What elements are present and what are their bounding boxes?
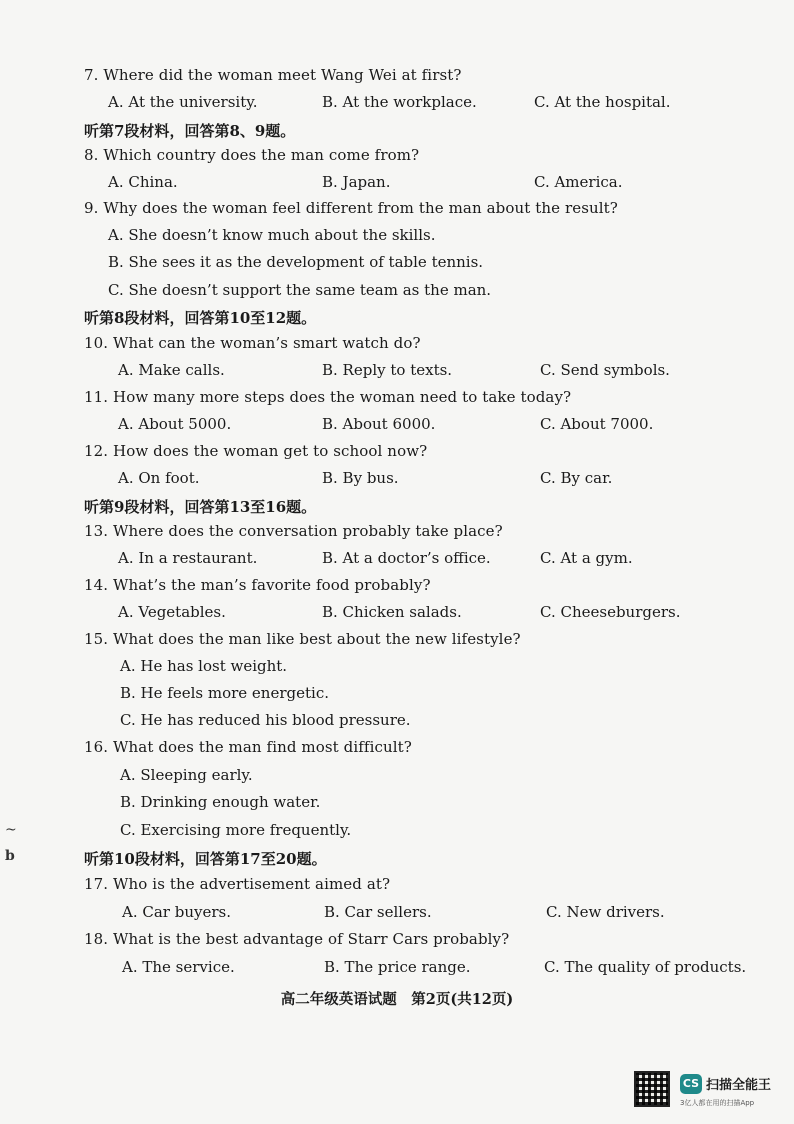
scanner-brand-name: 扫描全能王 (706, 1078, 772, 1093)
q13-option-c: C. At a gym. (540, 549, 633, 567)
question-18: 18. What is the best advantage of Starr Cars probably? (84, 930, 510, 948)
q9-option-b: B. She sees it as the development of table tennis. (108, 253, 484, 271)
q8-option-b: B. Japan. (322, 173, 391, 191)
q10-option-c: C. Send symbols. (540, 361, 670, 379)
section-8-heading: 听第8段材料，回答第10至12题。 (84, 309, 317, 327)
section-10-heading: 听第10段材料，回答第17至20题。 (84, 850, 327, 868)
scanner-tagline: 3亿人都在用的扫描App (680, 1099, 755, 1107)
q12-option-c: C. By car. (540, 469, 613, 487)
question-15: 15. What does the man like best about the new lifestyle? (84, 630, 521, 648)
question-14: 14. What’s the man’s favorite food probably? (84, 576, 431, 594)
question-11: 11. How many more steps does the woman need to take today? (84, 388, 572, 406)
q16-option-b: B. Drinking enough water. (120, 793, 321, 811)
q18-option-c: C. The quality of products. (544, 958, 747, 976)
q16-option-a: A. Sleeping early. (120, 766, 253, 784)
q7-option-a: A. At the university. (108, 93, 258, 111)
qr-code-icon (634, 1071, 670, 1107)
q12-option-a: A. On foot. (118, 469, 200, 487)
margin-mark-2: b (5, 848, 15, 864)
question-7: 7. Where did the woman meet Wang Wei at first? (84, 66, 462, 84)
q14-option-b: B. Chicken salads. (322, 603, 462, 621)
question-16: 16. What does the man find most difficult? (84, 738, 412, 756)
q10-option-b: B. Reply to texts. (322, 361, 453, 379)
q17-option-b: B. Car sellers. (324, 903, 432, 921)
question-13: 13. Where does the conversation probably take place? (84, 522, 503, 540)
scanner-watermark (634, 1071, 784, 1111)
q16-option-c: C. Exercising more frequently. (120, 821, 352, 839)
camscanner-logo-icon: CS (680, 1074, 702, 1094)
q8-option-a: A. China. (108, 173, 178, 191)
question-17: 17. Who is the advertisement aimed at? (84, 875, 391, 893)
q9-option-a: A. She doesn’t know much about the skills. (108, 226, 436, 244)
question-8: 8. Which country does the man come from? (84, 146, 420, 164)
q10-option-a: A. Make calls. (118, 361, 225, 379)
page-footer: 高二年级英语试题 第2页(共12页) (280, 991, 514, 1008)
q15-option-c: C. He has reduced his blood pressure. (120, 711, 411, 729)
q13-option-a: A. In a restaurant. (118, 549, 258, 567)
q18-option-b: B. The price range. (324, 958, 471, 976)
question-10: 10. What can the woman’s smart watch do? (84, 334, 421, 352)
q13-option-b: B. At a doctor’s office. (322, 549, 491, 567)
q14-option-a: A. Vegetables. (118, 603, 226, 621)
q8-option-c: C. America. (534, 173, 623, 191)
q9-option-c: C. She doesn’t support the same team as the man. (108, 281, 492, 299)
q11-option-b: B. About 6000. (322, 415, 436, 433)
q11-option-a: A. About 5000. (118, 415, 232, 433)
question-12: 12. How does the woman get to school now? (84, 442, 428, 460)
margin-mark-1: ~ (5, 822, 17, 838)
question-9: 9. Why does the woman feel different from the man about the result? (84, 199, 618, 217)
q17-option-c: C. New drivers. (546, 903, 665, 921)
section-9-heading: 听第9段材料，回答第13至16题。 (84, 498, 317, 516)
q7-option-b: B. At the workplace. (322, 93, 477, 111)
q18-option-a: A. The service. (122, 958, 235, 976)
q15-option-b: B. He feels more energetic. (120, 684, 329, 702)
section-7-heading: 听第7段材料，回答第8、9题。 (84, 122, 296, 140)
q17-option-a: A. Car buyers. (122, 903, 231, 921)
q15-option-a: A. He has lost weight. (120, 657, 288, 675)
q14-option-c: C. Cheeseburgers. (540, 603, 681, 621)
q7-option-c: C. At the hospital. (534, 93, 671, 111)
q11-option-c: C. About 7000. (540, 415, 654, 433)
q12-option-b: B. By bus. (322, 469, 399, 487)
